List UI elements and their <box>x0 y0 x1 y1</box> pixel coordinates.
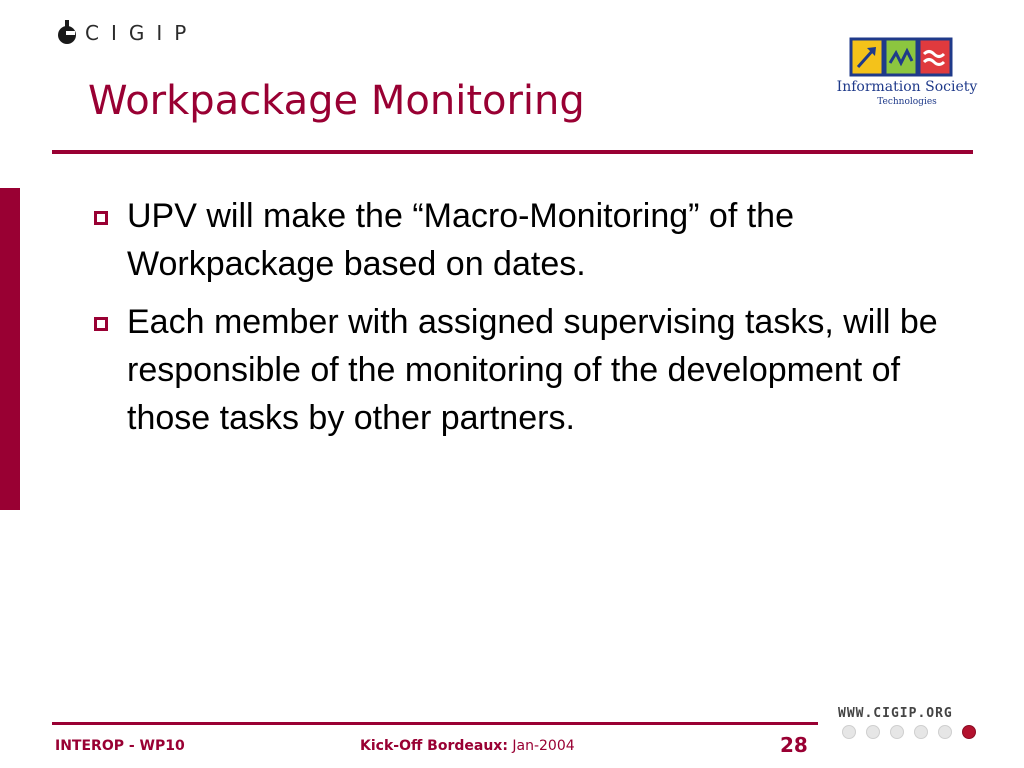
footer-event-label: Kick-Off Bordeaux: <box>360 738 508 754</box>
bullet-item <box>92 192 952 288</box>
dot-icon <box>842 725 856 739</box>
footer-event-date: Jan-2004 <box>512 738 575 754</box>
footer-project-label: INTEROP - WP10 <box>55 738 185 754</box>
title-divider <box>52 150 973 154</box>
square-bullet-icon <box>94 317 108 331</box>
left-accent-bar <box>0 188 20 510</box>
page-dots <box>842 725 976 739</box>
dot-icon <box>914 725 928 739</box>
slide-title: Workpackage Monitoring <box>88 78 585 124</box>
footer-event <box>360 738 575 754</box>
bullet-item <box>92 298 952 442</box>
website-url: WWW.CIGIP.ORG <box>838 706 953 721</box>
bullet-text: UPV will make the “Macro-Monitoring” of the Workpackage based on dates. <box>127 197 795 283</box>
dot-icon <box>866 725 880 739</box>
bullet-list <box>92 192 952 452</box>
bullet-text: Each member with assigned supervising tasks, will be responsible of the monitoring of the development of those tasks by other partners. <box>127 303 938 437</box>
cigip-wordmark: CIGIP <box>85 21 199 45</box>
cigip-logo <box>55 18 198 48</box>
ist-logo-line2: Technologies <box>877 97 937 107</box>
dot-icon <box>890 725 904 739</box>
dot-icon <box>938 725 952 739</box>
footer-divider <box>52 722 818 725</box>
ist-logo <box>832 37 982 117</box>
cigip-mark-icon <box>55 20 79 46</box>
active-dot-icon <box>962 725 976 739</box>
page-number: 28 <box>780 733 808 757</box>
square-bullet-icon <box>94 211 108 225</box>
ist-logo-line1: Information Society <box>836 79 978 95</box>
ist-tiles-icon <box>849 37 953 77</box>
